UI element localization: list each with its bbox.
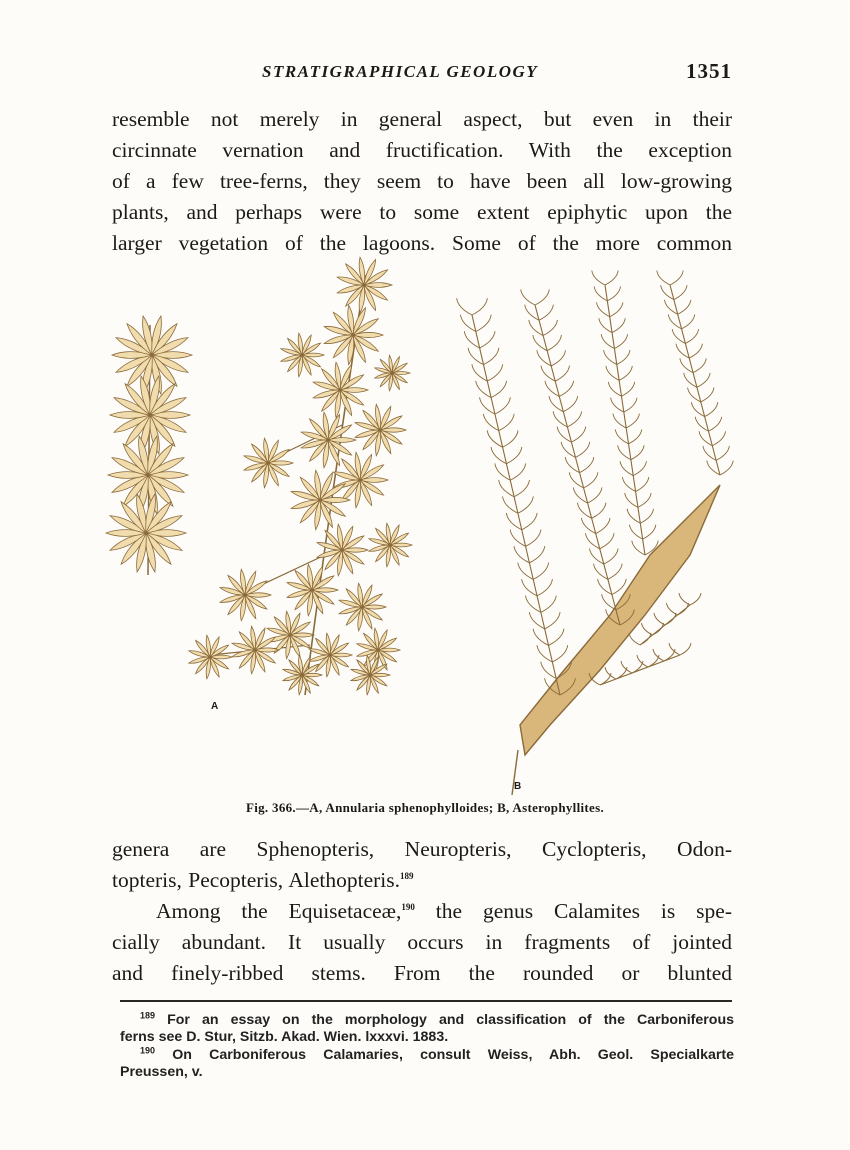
figure-caption	[0, 800, 850, 816]
whorl-node	[148, 413, 151, 416]
needle-leaf	[588, 487, 602, 503]
needle-leaf	[610, 302, 623, 316]
leaf-whorl-a	[369, 523, 412, 567]
page-number: 1351	[686, 59, 732, 83]
footnote-line: ferns see D. Stur, Sitzb. Akad. Wien. lxxxvi. 1883.	[120, 1029, 449, 1045]
text-line: cially abundant. It usually occurs in fragments of jointed	[112, 930, 732, 954]
needle-leaf	[685, 329, 698, 343]
needle-leaf	[537, 579, 552, 596]
needle-leaf	[551, 350, 565, 366]
footnote-text: For an essay on the morphology and classification of the Carboniferous	[155, 1012, 734, 1028]
needle-leaf	[503, 430, 518, 447]
footnotes	[120, 1012, 734, 1082]
needle-leaf	[629, 633, 640, 645]
whorl-node	[146, 473, 149, 476]
needle-leaf	[549, 629, 564, 646]
whorl-node	[300, 673, 303, 676]
needle-leaf	[619, 366, 632, 380]
needle-leaf	[640, 509, 653, 523]
leaf-whorl-a	[337, 257, 392, 312]
needle-leaf	[563, 396, 577, 412]
needle-leaf	[605, 271, 618, 285]
needle-leaf	[495, 397, 510, 414]
text-line: larger vegetation of the lagoons. Some of the more common	[112, 231, 732, 255]
needle-leaf	[559, 381, 573, 397]
footnote-text: On Carboniferous Calamaries, consult Weiss, Abh. Geol. Specialkarte	[155, 1047, 734, 1063]
needle-leaf	[653, 649, 664, 661]
caption-letter-b: B	[497, 800, 507, 815]
leaf-whorl-a-left	[106, 494, 186, 572]
needle-leaf	[539, 305, 553, 321]
needle-leaf	[701, 388, 714, 402]
whorl-node	[326, 438, 329, 441]
text-line: plants, and perhaps were to some extent epiphytic upon the	[112, 200, 732, 224]
whorl-node	[144, 531, 147, 534]
branch-b-side	[600, 655, 680, 685]
whorl-node	[150, 353, 153, 356]
needle-leaf	[476, 315, 491, 332]
text-line: and finely-ribbed stems. From the rounded or blunted	[112, 961, 732, 985]
leaf-whorl-a	[232, 626, 279, 674]
needle-leaf	[480, 331, 495, 348]
needle-leaf	[457, 298, 472, 315]
needle-leaf	[491, 381, 506, 398]
paragraph-top	[112, 104, 732, 259]
needle-leaf	[580, 457, 594, 473]
whorl-node	[351, 333, 354, 336]
leaf-whorl-a	[189, 635, 232, 679]
whorl-node	[338, 388, 341, 391]
needle-leaf	[708, 417, 721, 431]
needle-leaf	[472, 298, 487, 315]
needle-leaf	[604, 548, 618, 564]
needle-leaf	[600, 533, 614, 549]
needle-leaf	[636, 477, 649, 491]
text-line: resemble not merely in general aspect, but even in their	[112, 107, 732, 131]
needle-leaf	[626, 414, 639, 428]
whorl-node	[208, 655, 211, 658]
text-line	[112, 896, 732, 927]
figure-label-b: B	[514, 781, 522, 792]
page-header	[112, 59, 732, 88]
footnote-number: 189	[140, 1010, 156, 1021]
stem-b-main	[520, 485, 720, 755]
needle-leaf	[697, 373, 710, 387]
needle-leaf	[608, 564, 622, 580]
whorl-node	[378, 428, 381, 431]
needle-leaf	[693, 358, 706, 372]
needle-leaf	[552, 645, 567, 662]
needle-leaf	[720, 461, 733, 475]
needle-leaf	[533, 563, 548, 580]
running-title: STRATIGRAPHICAL GEOLOGY	[262, 62, 539, 81]
leaf-whorl-a	[339, 583, 386, 631]
whorl-node	[328, 653, 331, 656]
footnote-ref-190: 190	[401, 901, 415, 912]
leaf-whorl-a	[375, 355, 410, 391]
needle-leaf	[487, 364, 502, 381]
needle-leaf	[689, 344, 702, 358]
needle-leaf	[612, 318, 625, 332]
whorl-node	[390, 371, 393, 374]
text-line	[112, 865, 732, 896]
leaf-whorl-a	[301, 412, 356, 467]
needle-leaf	[631, 445, 644, 459]
footnote-190	[120, 1047, 734, 1081]
leaf-whorl-a	[309, 633, 352, 677]
text-segment: the genus Calamites is spe-	[414, 899, 732, 923]
needle-leaf	[526, 530, 541, 547]
needle-leaf	[529, 546, 544, 563]
text-segment: topteris, Pecopteris, Alethopteris.	[112, 868, 401, 892]
needle-leaf	[612, 579, 626, 595]
leaf-whorl-a-left	[112, 316, 192, 394]
whorl-node	[358, 478, 361, 481]
branch-b-3	[605, 285, 645, 555]
needle-leaf	[607, 286, 620, 300]
needle-leaf	[621, 661, 632, 673]
leaf-whorl-a	[287, 564, 338, 615]
needle-leaf	[605, 667, 616, 679]
needle-leaf	[522, 513, 537, 530]
needle-leaf	[674, 285, 687, 299]
caption-prefix: Fig. 366.—	[245, 800, 310, 815]
needle-leaf	[621, 382, 634, 396]
needle-leaf	[596, 518, 610, 534]
needle-leaf	[657, 271, 670, 285]
needle-leaf	[682, 314, 695, 328]
figure-366-illustration	[80, 255, 770, 805]
needle-leaf	[633, 461, 646, 475]
leaf-whorl-a	[355, 404, 406, 455]
needle-leaf	[545, 612, 560, 629]
branch-b-2	[535, 305, 620, 625]
leaf-whorl-a	[281, 333, 324, 377]
leaf-whorl-a	[313, 362, 368, 417]
leaf-whorl-a	[220, 569, 271, 620]
needle-leaf	[643, 525, 656, 539]
text-line: circinnate vernation and fructification. With the exception	[112, 138, 732, 162]
fossil-plants-drawing	[80, 255, 770, 805]
caption-letter-a: A	[309, 800, 319, 815]
needle-leaf	[518, 496, 533, 513]
paragraph-bottom	[112, 834, 732, 989]
needle-leaf	[705, 402, 718, 416]
whorl-node	[368, 673, 371, 676]
whorl-node	[340, 548, 343, 551]
needle-leaf	[617, 350, 630, 364]
whorl-node	[318, 498, 321, 501]
footnote-ref-189: 189	[400, 870, 414, 881]
leaf-whorl-a	[291, 470, 350, 529]
needle-leaf	[547, 335, 561, 351]
needle-leaf	[670, 271, 683, 285]
needle-leaf	[638, 493, 651, 507]
needle-leaf	[690, 593, 701, 605]
needle-leaf	[535, 289, 549, 305]
needle-leaf	[680, 643, 691, 655]
needle-leaf	[575, 442, 589, 458]
whorl-node	[266, 461, 269, 464]
needle-leaf	[637, 655, 648, 667]
whorl-node	[360, 605, 363, 608]
needle-leaf	[584, 472, 598, 488]
footnote-line: Preussen, v.	[120, 1064, 203, 1080]
needle-leaf	[592, 271, 605, 285]
caption-text-b: , Asterophyllites.	[506, 800, 605, 815]
whorl-node	[376, 648, 379, 651]
text-line: genera are Sphenopteris, Neuropteris, Cyclopteris, Odon-	[112, 837, 732, 861]
whorl-node	[388, 543, 391, 546]
text-line: of a few tree-ferns, they seem to have been all low-growing	[112, 169, 732, 193]
whorl-node	[253, 648, 256, 651]
whorl-node	[243, 593, 246, 596]
needle-leaf	[499, 414, 514, 431]
whorl-node	[300, 353, 303, 356]
needle-leaf	[571, 427, 585, 443]
needle-leaf	[541, 596, 556, 613]
needle-leaf	[592, 503, 606, 519]
needle-leaf	[543, 320, 557, 336]
needle-leaf	[629, 429, 642, 443]
needle-leaf	[567, 411, 581, 427]
needle-leaf	[514, 480, 529, 497]
needle-leaf	[555, 366, 569, 382]
needle-leaf	[669, 643, 680, 655]
footnote-189	[120, 1012, 734, 1046]
figure-label-a: A	[211, 701, 219, 712]
footnote-line	[120, 1047, 734, 1064]
needle-leaf	[624, 398, 637, 412]
footnote-divider	[120, 1000, 732, 1002]
needle-leaf	[678, 300, 691, 314]
needle-leaf	[614, 334, 627, 348]
needle-leaf	[521, 289, 535, 305]
whorl-node	[288, 633, 291, 636]
footnote-line	[120, 1012, 734, 1029]
needle-leaf	[483, 348, 498, 365]
text-segment: Among the Equisetaceæ,	[156, 899, 402, 923]
needle-leaf	[506, 447, 521, 464]
needle-leaf	[510, 463, 525, 480]
footnote-number: 190	[140, 1045, 156, 1056]
whorl-node	[310, 588, 313, 591]
needle-leaf	[712, 431, 725, 445]
caption-text-a: , Annularia sphenophylloides;	[319, 800, 498, 815]
whorl-node	[362, 283, 365, 286]
leaf-whorl-a	[244, 438, 293, 487]
needle-leaf	[716, 446, 729, 460]
branch-b-1	[472, 315, 560, 695]
branch-b-4	[670, 285, 720, 475]
